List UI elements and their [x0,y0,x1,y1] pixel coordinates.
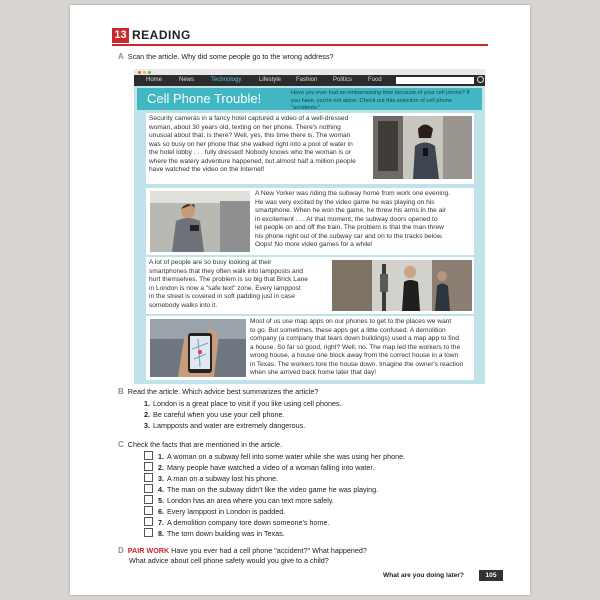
story-hotel-text [149,115,369,175]
fact-number: 8. [158,529,164,538]
unit-number: 13 [112,28,129,43]
story-line: smartphones that they often walk into lampposts and [149,267,303,275]
section-b-text: Read the article. Which advice best summarizes the article? [127,387,319,396]
section-d-prompt [118,546,367,556]
nav-politics[interactable]: Politics [333,77,353,83]
textbook-page [70,5,530,595]
phone-map-photo [150,319,246,377]
story-subway-panel [146,188,474,255]
story-line: his phone right out of the subway car and on to the tracks below. [255,232,444,240]
story-line: smartphone. When he won the game, he threw his arms in the air [255,207,446,214]
unit-header [112,28,530,48]
section-a-prompt [118,52,334,62]
fact-item-7 [144,517,405,528]
section-c-text: Check the facts that are mentioned in the article. [127,440,282,449]
story-line: have watched the video on the Internet! [149,166,265,173]
fact-text: The man on the subway didn't like the video game he was playing. [167,485,379,494]
story-line: in London is now a "safe text" zone. Every lamppost [149,284,301,292]
fact-checkbox[interactable] [144,484,153,493]
nav-food[interactable]: Food [368,77,382,83]
page-number: 105 [479,570,503,581]
fact-checkbox[interactable] [144,517,153,526]
story-line: A lot of people are so busy looking at their [149,259,272,266]
story-line: He was very excited by the video game he was playing on his [255,198,435,206]
story-line: the hotel lobby . . . fully dressed! Nobody knows who the woman is or [149,149,351,156]
nav-fashion[interactable]: Fashion [296,77,318,83]
fact-text: A demolition company tore down someone's home. [167,518,330,527]
footer-unit-title: What are you doing later? [383,572,464,579]
option-2[interactable] [144,409,342,420]
fact-item-4 [144,484,405,495]
fact-item-5 [144,495,405,506]
fact-item-6 [144,506,405,517]
nav-news[interactable]: News [179,77,195,83]
fact-text: Every lamppost in London is padded. [167,507,286,516]
story-line: unusual about that, is there? Well, yes, this time there is. The woman [149,132,351,139]
search-input[interactable] [396,77,474,84]
nav-home[interactable]: Home [146,77,163,83]
story-line: where the watery adventure happened, but almost half a million people [149,157,356,165]
story-line: when she arrived back home later that day! [250,369,377,376]
story-hotel-panel [146,113,474,184]
fact-number: 3. [158,474,164,483]
option-number: 1. [144,399,150,408]
story-demolition-text [250,318,472,378]
story-line: A New Yorker was riding the subway home from work one evening. [255,190,450,197]
search-icon[interactable] [477,76,484,83]
section-b-options [144,398,342,431]
story-line: let people on and off the train. The problem is that the man threw [255,224,444,231]
story-line: a house. So far so good, right? Well, no. The map led the workers to the [250,343,461,351]
story-line: to go. But sometimes, these apps get a little confused. A demolition [250,326,446,334]
story-lamppost-text [149,259,327,310]
section-a-text: Scan the article. Why did some people go to the wrong address? [127,52,334,61]
section-a-letter: A [118,52,124,61]
street-lampposts-photo [332,260,472,311]
story-line: Security cameras in a fancy hotel captured a video of a well-dressed [149,115,349,122]
man-subway-photo [150,191,250,252]
option-number: 2. [144,410,150,419]
unit-title: READING [132,28,191,42]
story-line: in the street is covered in soft padding just in case [149,293,295,300]
fact-checkbox[interactable] [144,451,153,460]
fact-text: A woman on a subway fell into some water while she was using her phone. [167,452,406,461]
section-d-line2: What advice about cell phone safety would you give to a child? [129,556,329,565]
section-c-letter: C [118,440,124,449]
article-intro: Have you ever had an embarrassing time because of your cell phone? If you have, you're not alone. Check out this selection of cell phone "accidents." [291,90,470,112]
section-d-letter: D [118,546,124,555]
story-line: company (a company that tears down buildings) used a map app to find [250,335,459,342]
fact-text: A man on a subway lost his phone. [167,474,279,483]
fact-item-3 [144,473,405,484]
story-subway-text [255,190,471,250]
option-text: Lampposts and water are extremely dangerous. [153,421,306,430]
section-b-prompt [118,387,318,397]
fact-number: 6. [158,507,164,516]
fact-text: The torn down building was in Texas. [167,529,285,538]
pair-work-label: PAIR WORK [127,546,170,555]
fact-number: 5. [158,496,164,505]
fact-checkbox[interactable] [144,506,153,515]
story-line: was so busy on her phone that she walked right into a pool of water in [149,140,353,148]
browser-nav [134,75,485,86]
woman-texting-photo [373,116,472,179]
option-number: 3. [144,421,150,430]
fact-item-1 [144,451,405,462]
section-c-prompt [118,440,282,450]
story-demolition-panel [146,316,474,380]
story-line: Most of us use map apps on our phones to get to the places we want [250,318,452,325]
fact-text: London has an area where you can text more safely. [167,496,334,505]
story-line: wrong house, a house one block away from the correct house in a town [250,352,459,359]
close-dot-icon [138,71,141,74]
option-3[interactable] [144,420,342,431]
fact-number: 4. [158,485,164,494]
story-line: Oops! No more video games for a while! [255,241,373,248]
option-1[interactable] [144,398,342,409]
option-text: London is a great place to visit if you like using cell phones. [153,399,342,408]
header-rule [112,44,488,46]
fact-item-2 [144,462,405,473]
nav-technology[interactable]: Technology [211,77,242,83]
fact-checkbox[interactable] [144,473,153,482]
article-banner [137,88,482,110]
minimize-dot-icon [143,71,146,74]
fact-item-8 [144,528,405,539]
option-text: Be careful when you use your cell phone. [153,410,285,419]
story-line: hurt themselves. The problem is so big that Brick Lane [149,276,308,283]
story-line: somebody walks into it. [149,301,218,309]
story-line: in Texas. The workers tore the house down. Imagine the owner's reaction [250,360,464,368]
section-c-checklist [144,451,405,539]
maximize-dot-icon [148,71,151,74]
fact-number: 1. [158,452,164,461]
browser-mockup [134,69,485,384]
fact-number: 7. [158,518,164,527]
article-title: Cell Phone Trouble! [147,91,262,106]
section-d-line1: Have you ever had a cell phone "accident?" What happened? [171,546,367,555]
fact-text: Many people have watched a video of a woman falling into water. [167,463,375,472]
story-line: woman, about 30 years old, texting on her phone. There's nothing [149,123,341,131]
fact-number: 2. [158,463,164,472]
fact-checkbox[interactable] [144,462,153,471]
story-lamppost-panel [146,257,474,314]
fact-checkbox[interactable] [144,495,153,504]
nav-lifestyle[interactable]: Lifestyle [259,77,282,83]
section-b-letter: B [118,387,124,396]
story-line: in excitement . . . At that moment, the subway doors opened to [255,215,438,223]
fact-checkbox[interactable] [144,528,153,537]
